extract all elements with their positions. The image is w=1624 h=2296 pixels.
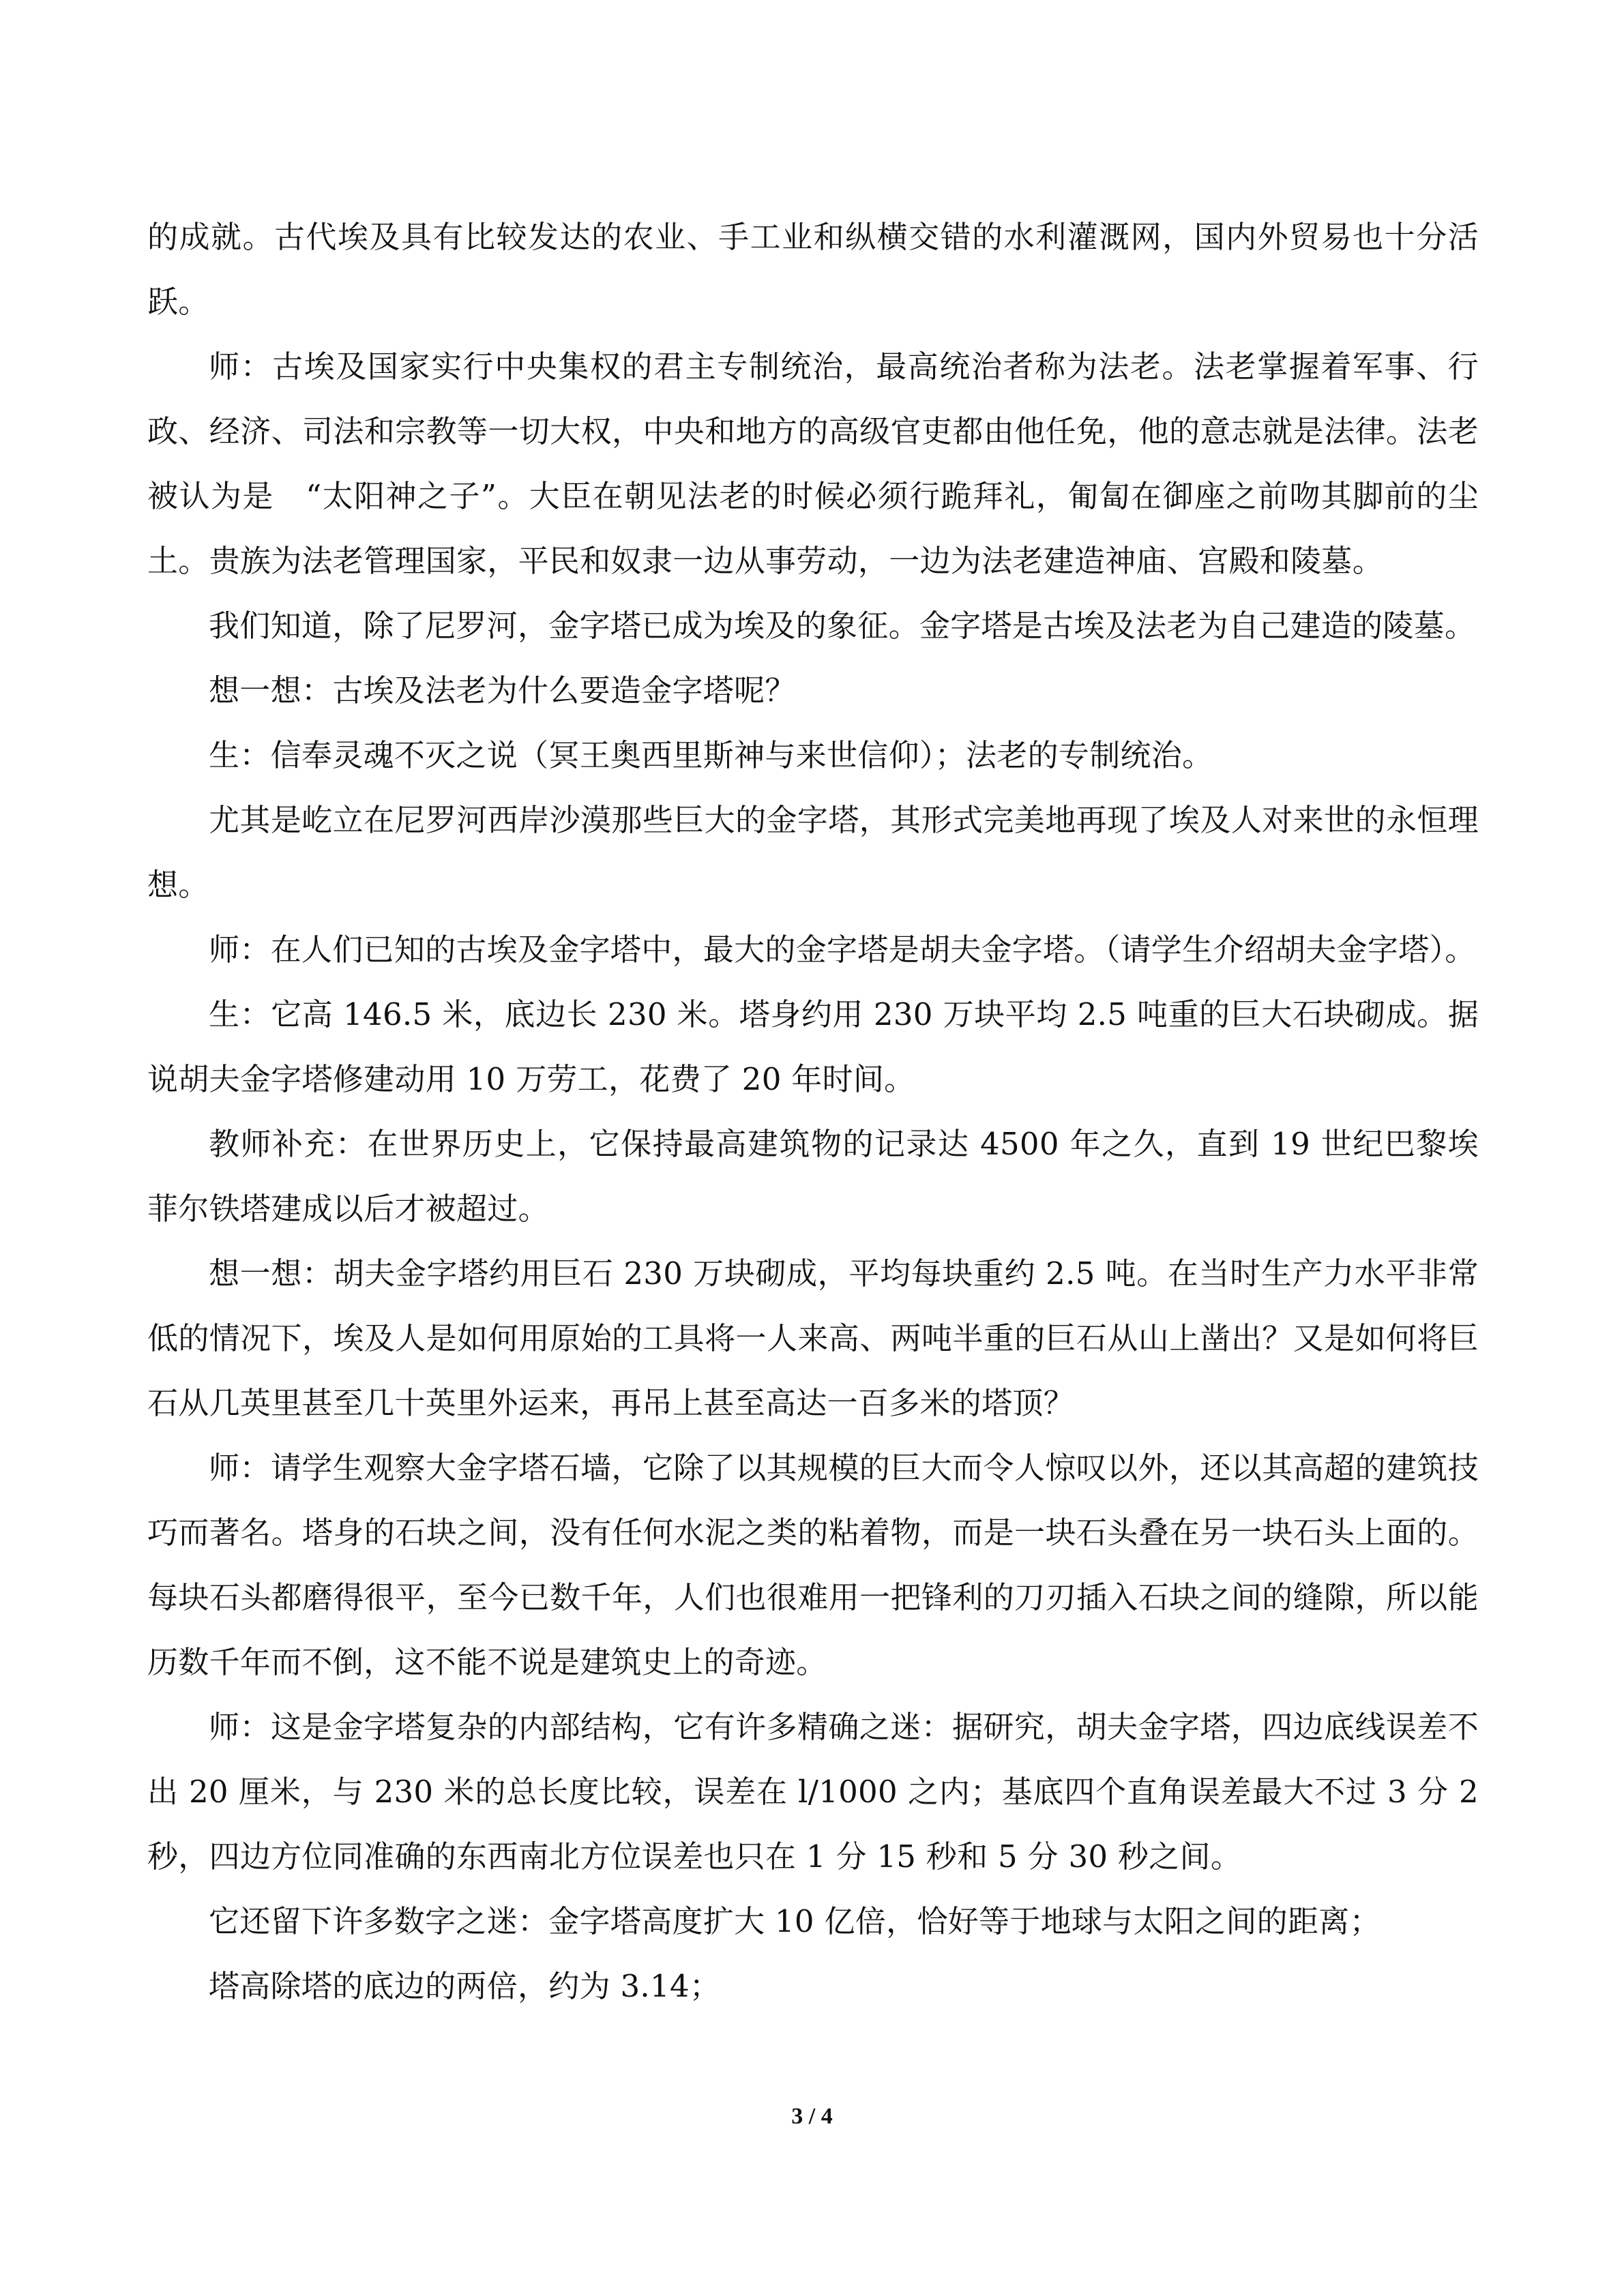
paragraph-5: 生：信奉灵魂不灭之说（冥王奥西里斯神与来世信仰）；法老的专制统治。 [209,737,1213,773]
paragraph-10: 想一想：胡夫金字塔约用巨石 230 万块砌成，平均每块重约 2.5 吨。在当时生产力水平非常低的情况下，埃及人是如何用原始的工具将一人来高、两吨半重的巨石从山上凿出？又是如何将巨石从几英里甚至几十英里外运来，再吊上甚至高达一百多米的塔顶？ [147,1255,1479,1421]
page-number: 3 / 4 [791,2104,833,2129]
body-text [147,205,1479,2018]
paragraph-11: 师：请学生观察大金字塔石墙，它除了以其规模的巨大而令人惊叹以外，还以其高超的建筑技巧而著名。塔身的石块之间，没有任何水泥之类的粘着物，而是一块石头叠在另一块石头上面的。每块石头都磨得很平，至今已数千年，人们也很难用一把锋利的刀刃插入石块之间的缝隙，所以能历数千年而不倒，这不能不说是建筑史上的奇迹。 [147,1450,1479,1680]
paragraph-1: 的成就。古代埃及具有比较发达的农业、手工业和纵横交错的水利灌溉网，国内外贸易也十分活跃。 [147,219,1479,320]
paragraph-14: 塔高除塔的底边的两倍，约为 3.14； [209,1968,721,2004]
paragraph-4: 想一想：古埃及法老为什么要造金字塔呢？ [209,672,796,709]
paragraph-7: 师：在人们已知的古埃及金字塔中，最大的金字塔是胡夫金字塔。（请学生介绍胡夫金字塔）。 [209,931,1476,968]
paragraph-8: 生：它高 146.5 米，底边长 230 米。塔身约用 230 万块平均 2.5 吨重的巨大石块砌成。据说胡夫金字塔修建动用 10 万劳工，花费了 20 年时间。 [147,996,1479,1097]
paragraph-2: 师：古埃及国家实行中央集权的君主专制统治，最高统治者称为法老。法老掌握着军事、行政、经济、司法和宗教等一切大权，中央和地方的高级官吏都由他任免，他的意志就是法律。法老被认为是 “太阳神之子”。大臣在朝见法老的时候必须行跪拜礼，匍匐在御座之前吻其脚前的尘土。贵族为法老管理国家，平民和奴隶一边从事劳动，一边为法老建造神庙、宫殿和陵墓。 [147,348,1479,579]
paragraph-9: 教师补充：在世界历史上，它保持最高建筑物的记录达 4500 年之久，直到 19 世纪巴黎埃菲尔铁塔建成以后才被超过。 [147,1126,1479,1227]
paragraph-3: 我们知道，除了尼罗河，金字塔已成为埃及的象征。金字塔是古埃及法老为自己建造的陵墓。 [209,608,1476,644]
paragraph-13: 它还留下许多数字之迷：金字塔高度扩大 10 亿倍，恰好等于地球与太阳之间的距离； [209,1903,1381,1939]
paragraph-12: 师：这是金字塔复杂的内部结构，它有许多精确之迷：据研究，胡夫金字塔，四边底线误差不出 20 厘米，与 230 米的总长度比较，误差在 l/1000 之内；基底四个直角误差最大不过 3 分 2 秒，四边方位同准确的东西南北方位误差也只在 1 分 15 秒和 5 分 30 秒之间。 [147,1709,1479,1875]
paragraph-6: 尤其是屹立在尼罗河西岸沙漠那些巨大的金字塔，其形式完美地再现了埃及人对来世的永恒理想。 [147,802,1479,903]
